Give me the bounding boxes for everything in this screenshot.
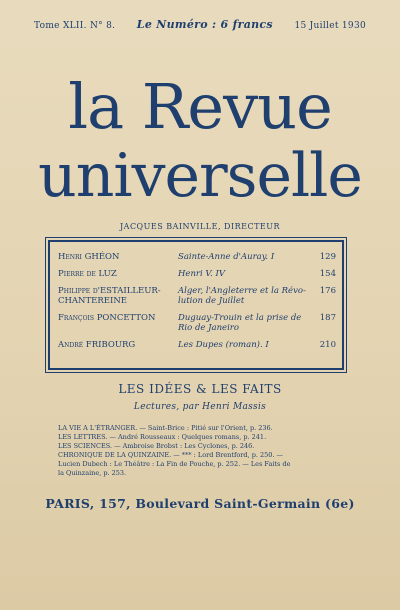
toc-page: 129	[319, 252, 336, 262]
toc-entry	[58, 269, 336, 279]
tome-number: Tome XLII. N° 8.	[34, 21, 116, 31]
toc-work: Henri V. IV	[178, 269, 225, 279]
lectures-line: Lectures, par Henri Massis	[133, 402, 267, 412]
title-line-1: la Revue	[68, 70, 332, 143]
rubrique-line: Lucien Dubech : Le Théâtre : La Fin de Pouche, p. 252. — Les Faits de	[58, 460, 291, 468]
rubrique-line: LA VIE A L'ÉTRANGER. — Saint-Brice : Pitié sur l'Orient, p. 236.	[58, 424, 273, 432]
toc-author: Pierre de LUZ	[58, 269, 117, 279]
toc-entry	[58, 286, 336, 306]
toc-author: Henri GHÉON	[58, 252, 120, 262]
toc-author: Philippe d'ESTAILLEUR- CHANTEREINE	[58, 286, 161, 306]
toc-entry	[58, 252, 336, 262]
toc-work: Alger, l'Angleterre et la Révo- lution de Juillet	[178, 286, 306, 306]
rubrique-line: CHRONIQUE DE LA QUINZAINE. — *** : Lord Brentford, p. 250. —	[58, 451, 284, 459]
table-of-contents	[48, 240, 344, 370]
rubrique-line: la Quinzaine, p. 253.	[58, 469, 127, 477]
publisher-address: PARIS, 157, Boulevard Saint-Germain (6e)	[45, 496, 355, 511]
title-line-2: universelle	[38, 141, 362, 211]
director-line: JACQUES BAINVILLE, DIRECTEUR	[119, 222, 281, 231]
toc-work: Les Dupes (roman). I	[178, 340, 269, 350]
rubrique-line: LES SCIENCES. — Ambroise Brobst : Les Cyclones, p. 246.	[58, 442, 255, 450]
toc-author: François PONCETTON	[58, 313, 156, 323]
rubriques-list	[58, 424, 360, 478]
section-title: LES IDÉES & LES FAITS	[118, 382, 282, 396]
rubrique-line: LES LETTRES. — André Rousseaux : Quelques romans, p. 241.	[58, 433, 267, 441]
toc-page: 176	[319, 286, 336, 296]
issue-price: Le Numéro : 6 francs	[136, 18, 273, 31]
toc-entry	[58, 340, 336, 350]
toc-page: 154	[319, 269, 336, 279]
toc-author: André FRIBOURG	[58, 340, 136, 350]
toc-work: Duguay-Trouin et la prise de Rio de Janeiro	[178, 313, 302, 333]
toc-page: 210	[319, 340, 336, 350]
toc-entry	[58, 313, 336, 333]
toc-work: Sainte-Anne d'Auray. I	[178, 252, 275, 262]
toc-page: 187	[319, 313, 336, 323]
issue-date: 15 Juillet 1930	[294, 21, 366, 31]
issue-header	[34, 18, 366, 31]
